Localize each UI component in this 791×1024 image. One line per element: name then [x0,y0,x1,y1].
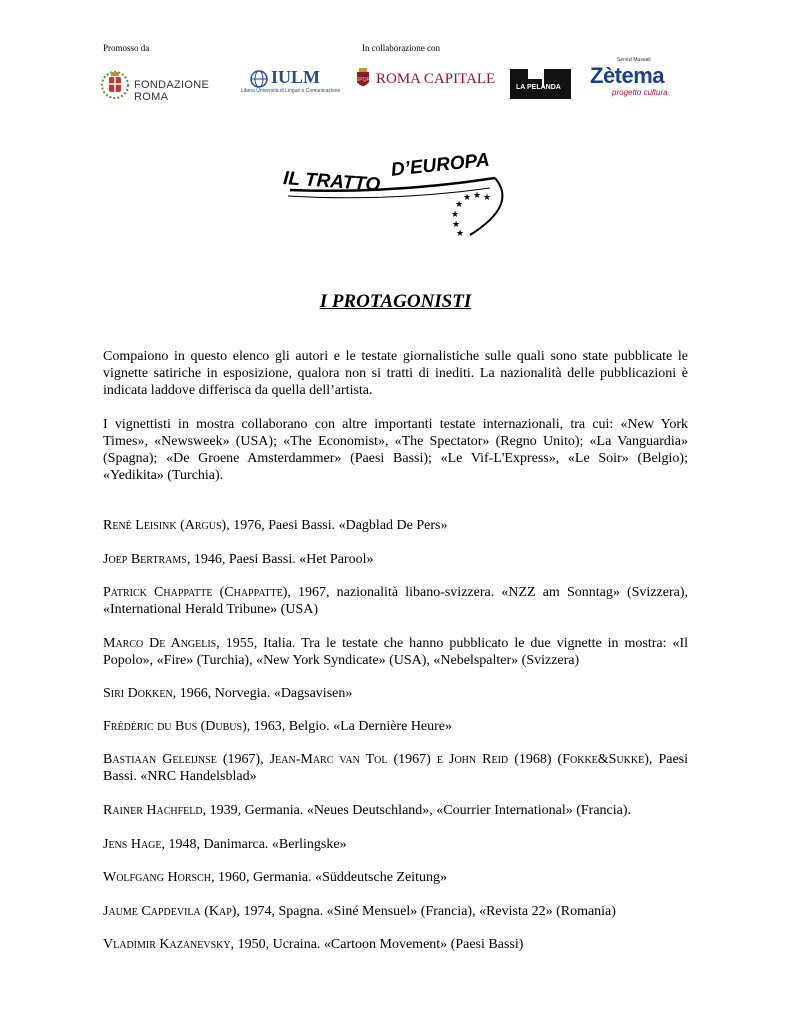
iulm-logo [241,67,344,97]
artist-details: , 1946, Paesi Bassi. «Het Parool» [186,552,374,567]
svg-text:★: ★ [483,193,492,203]
iulm-globe-icon [249,69,269,89]
iulm-text: IULM [271,67,320,87]
intro-paragraph-2: I vignettisti in mostra collaborano con altre importanti testate internazionali, tra cui: «New York Times», «Newsweek» (USA); «The Economist», «The Spectator» (Regno Unito); «La Vanguardia» (Spagna); «De Groene Amsterdammer» (Paesi Bassi); «Le Vif-L'Express», «Le Soir» (Belgio); «Yedikita» (Turchia). [103,417,688,483]
artist-name: Siri Dokken [103,686,173,701]
artist-name: Jaume Capdevila (Kap) [103,904,237,919]
list-item [103,718,688,735]
list-item [103,685,688,702]
fondazione-crest-icon [100,67,130,103]
list-item [103,751,688,785]
page-title: I PROTAGONISTI [319,291,472,312]
list-item [103,551,688,568]
list-item [103,936,688,953]
iulm-subtitle: Libera Università di Lingue e Comunicazione [241,88,341,94]
brand-text-deuropa: D’EUROPA [390,149,491,181]
la-pelanda-text: LA PELANDA [516,84,561,91]
artist-details: , 1974, Spagna. «Siné Mensuel» (Francia), «Revista 22» (Romania) [236,904,616,919]
artist-details: , 1976, Paesi Bassi. «Dagblad De Pers» [226,518,448,533]
list-item [103,903,688,920]
artist-details: , 1939, Germania. «Neues Deutschland», «Courrier International» (Francia). [202,803,632,818]
artist-name: Jens Hage [103,837,162,852]
zetema-logo [585,57,690,102]
artist-name: Frédéric du Bus (Dubus) [103,719,247,734]
list-item [103,517,688,534]
artist-details: , 1963, Belgio. «La Dernière Heure» [246,719,453,734]
artist-details: , 1966, Norvegia. «Dagsavisen» [172,686,353,701]
artist-name: Bastiaan Geleijnse (1967), Jean-Marc van Tol (1967) e John Reid (1968) (Fokke&Sukke) [103,752,649,767]
artist-name: Wolfgang Horsch [103,870,211,885]
artist-details: , 1955, Italia. Tra le testate che hanno pubblicato le due vignette in mostra: «Il Popolo», «Fire» (Turchia), «New York Syndicate» (USA), «Nebelspalter» (Svizzera) [103,636,688,668]
svg-text:SPQR: SPQR [355,77,371,83]
roma-crest-icon [355,68,371,90]
zetema-subtitle: progetto cultura [612,88,668,97]
list-item [103,802,688,819]
il-tratto-deuropa-logo [280,150,510,240]
artist-details: , 1950, Ucraina. «Cartoon Movement» (Paesi Bassi) [230,937,524,952]
artist-name: Joep Bertrams [103,552,187,567]
svg-text:★: ★ [452,220,461,230]
list-item [103,869,688,886]
la-pelanda-logo [510,69,571,99]
artist-name: Vladimir Kazanevsky [103,937,231,952]
list-item [103,635,688,669]
artist-name: Patrick Chappatte (Chappatte) [103,585,288,600]
intro-paragraph-1: Compaiono in questo elenco gli autori e le testate giornalistiche sulle quali sono state pubblicate le vignette satiriche in esposizione, qualora non si tratti di inediti. La nazionalità delle pubblicazioni è indicata laddove differisca da quella dell’artista. [103,349,688,398]
svg-text:★: ★ [473,191,482,201]
brand-text-il-tratto: IL TRATTO [282,168,381,196]
artist-details: , 1960, Germania. «Süddeutsche Zeitung» [210,870,447,885]
list-item [103,836,688,853]
zetema-top-label: Servizi Museali [617,57,651,63]
fondazione-roma-logo [100,67,230,103]
list-item [103,584,688,618]
svg-text:★: ★ [451,210,460,220]
eu-stars-icon [451,191,491,239]
zetema-text: Zètema [590,63,665,88]
roma-capitale-text: ROMA CAPITALE [376,71,496,87]
artist-details: , 1967, nazionalità libano-svizzera. «NZZ am Sonntag» (Svizzera), «International Herald Tribune» (USA) [103,585,688,617]
collaboration-label: In collaborazione con [362,43,440,53]
artist-details: , Paesi Bassi. «NRC Handelsblad» [103,752,688,784]
svg-text:★: ★ [463,193,472,203]
promoted-by-label: Promosso da [103,43,150,53]
artist-name: Rainer Hachfeld [103,803,203,818]
fondazione-roma-text: FONDAZIONE ROMA [134,79,210,103]
artist-name: René Leisink (Argus) [103,518,227,533]
artist-details: , 1948, Danimarca. «Berlingske» [161,837,347,852]
svg-text:★: ★ [455,200,464,210]
artist-name: Marco De Angelis [103,636,217,651]
svg-text:★: ★ [456,229,465,239]
roma-capitale-logo [355,68,500,94]
